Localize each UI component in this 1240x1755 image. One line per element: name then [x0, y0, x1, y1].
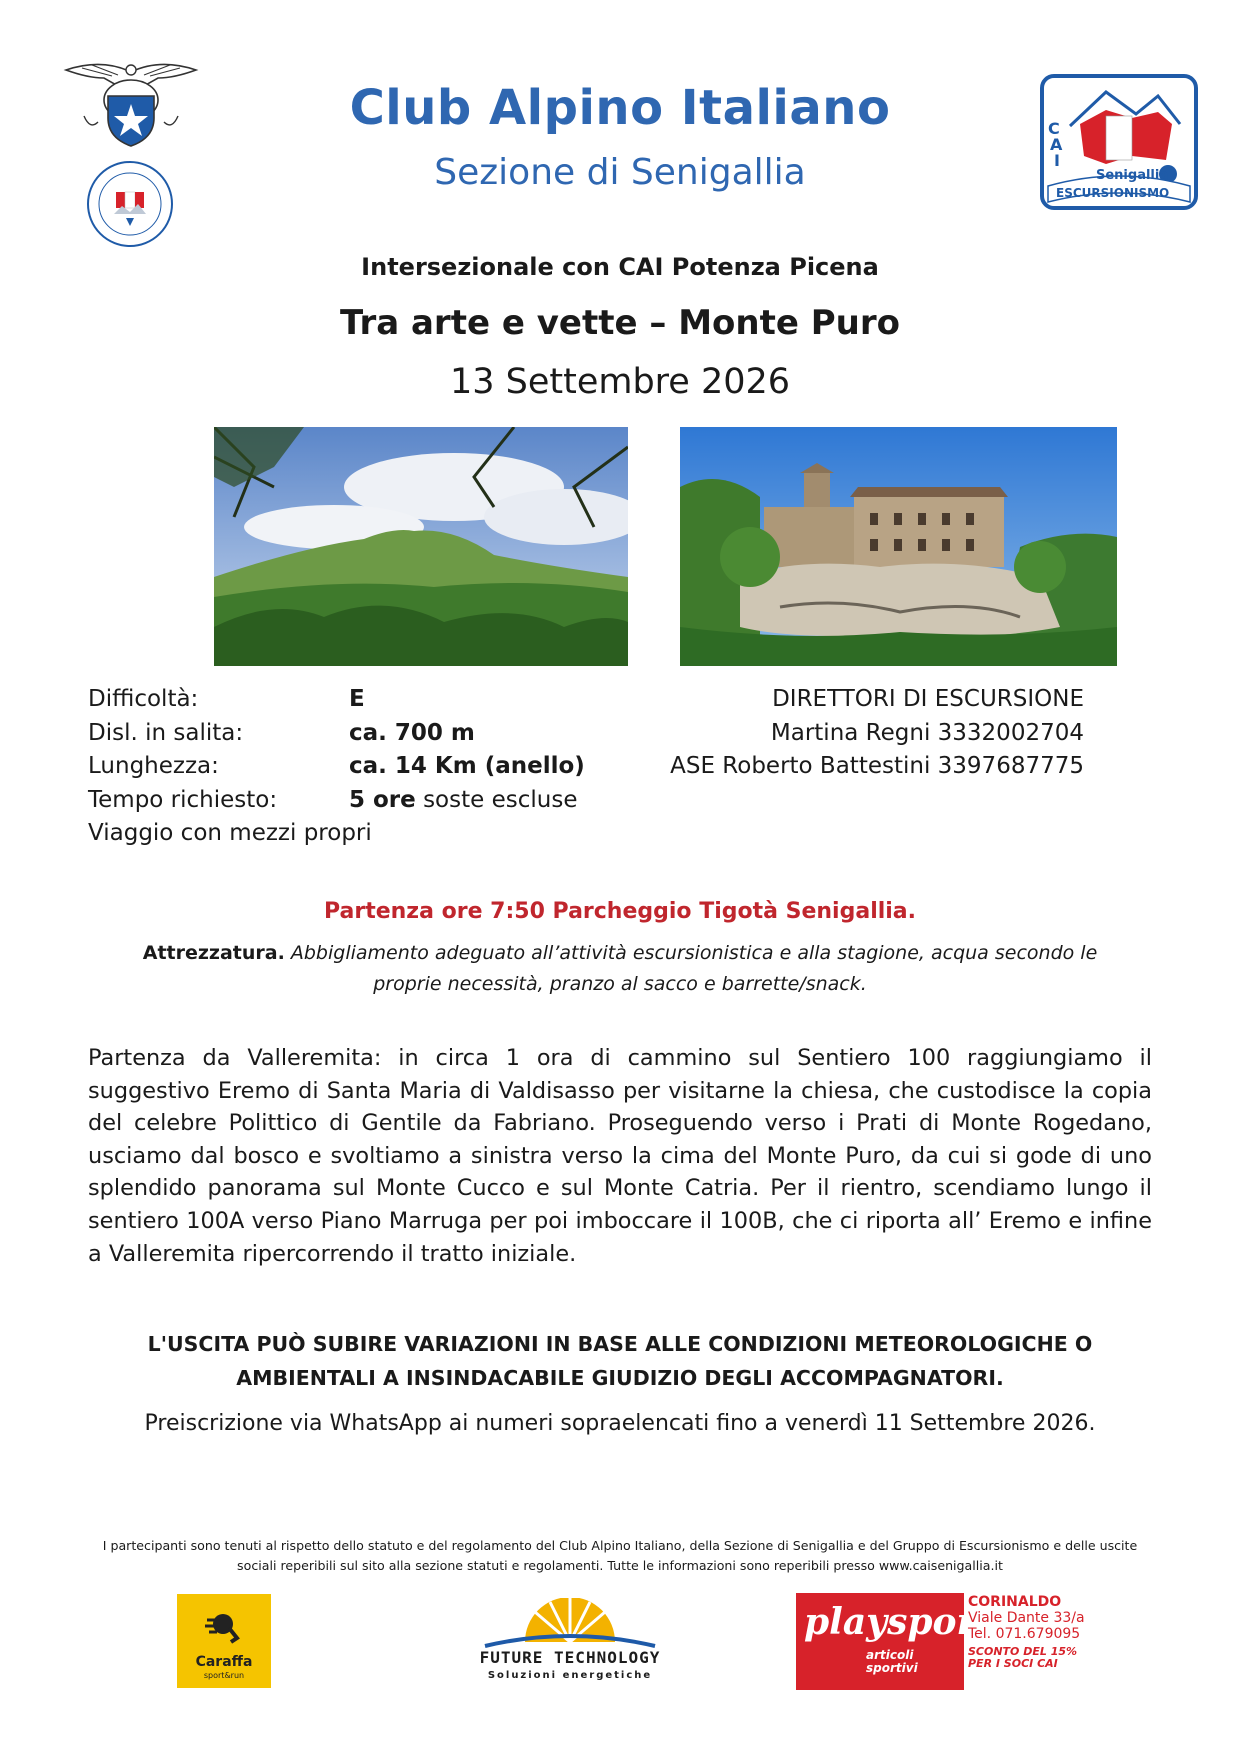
mountain-landscape-photo [214, 427, 628, 666]
playsport-name: playsport [804, 1601, 993, 1643]
time-value [349, 783, 577, 817]
svg-text:C: C [1048, 119, 1060, 138]
playsport-tagline-1: articoli [866, 1648, 914, 1662]
playsport-tagline-2: sportivi [866, 1661, 918, 1675]
playsport-tagline [866, 1649, 918, 1675]
caraffa-sponsor-logo [177, 1594, 271, 1688]
directors-heading: DIRETTORI DI ESCURSIONE [772, 686, 1084, 712]
equipment-text: Abbigliamento adeguato all’attività escursionistica e alla stagione, acqua secondo le proprie necessità, pranzo al sacco e barrette/snack. [284, 942, 1098, 995]
future-technology-sponsor-logo [455, 1598, 685, 1688]
logo-city-text: Senigallia [1096, 168, 1169, 183]
hermitage-photo [680, 427, 1117, 666]
escursionismo-round-logo [86, 160, 174, 248]
shop-address-block [968, 1594, 1085, 1670]
rules-footnote: I partecipanti sono tenuti al rispetto dello statuto e del regolamento del Club Alpino Italiano, della Sezione di Senigallia e del Gruppo di Escursionismo e delle uscite sociali reperibili sul sito alla sezione statuti e regolamenti. Tutte le informazioni sono reperibili presso www.caisenigallia.it [102, 1538, 1138, 1573]
page-title: Club Alpino Italiano [349, 80, 891, 136]
elevation-value: ca. 700 m [349, 720, 475, 746]
preregistration-note: Preiscrizione via WhatsApp ai numeri sopraelencati fino a venerdì 11 Settembre 2026. [144, 1411, 1096, 1436]
time-value-note: soste escluse [415, 787, 578, 813]
shop-city: CORINALDO [968, 1594, 1062, 1610]
weather-warning: L'USCITA PUÒ SUBIRE VARIAZIONI IN BASE ALLE CONDIZIONI METEOROLOGICHE O AMBIENTALI A INSINDACABILE GIUDIZIO DEGLI ACCOMPAGNATORI. [147, 1332, 1093, 1390]
event-name: Tra arte e vette – Monte Puro [339, 303, 901, 343]
svg-text:I: I [1054, 151, 1060, 170]
time-value-hours: 5 ore [349, 787, 416, 813]
cai-escursionismo-logo [1040, 74, 1198, 210]
shop-address: Viale Dante 33/a [968, 1610, 1085, 1626]
future-technology-name: FUTURE TECHNOLOGY [479, 1648, 661, 1667]
difficulty-value: E [349, 686, 365, 712]
playsport-sponsor-logo [796, 1593, 993, 1690]
intersection-heading: Intersezionale con CAI Potenza Picena [361, 253, 879, 281]
departure-info: Partenza ore 7:50 Parcheggio Tigotà Senigallia. [323, 899, 917, 924]
difficulty-label: Difficoltà: [88, 686, 199, 712]
page-subtitle: Sezione di Senigallia [434, 152, 806, 193]
director-1: Martina Regni 3332002704 [770, 720, 1084, 746]
time-label: Tempo richiesto: [88, 787, 278, 813]
shop-discount-members: PER I SOCI CAI [968, 1657, 1058, 1670]
future-technology-tagline: Soluzioni energetiche [487, 1670, 653, 1681]
length-value: ca. 14 Km (anello) [349, 753, 585, 779]
svg-text:A: A [1050, 135, 1063, 154]
route-description: Partenza da Valleremita: in circa 1 ora di cammino sul Sentiero 100 raggiungiamo il suggestivo Eremo di Santa Maria di Valdisasso per visitarne la chiesa, che custodisce la copia del celebre Polittico di Gentile da Fabriano. Proseguendo verso i Prati di Monte Rogedano, usciamo dal bosco e svoltiamo a sinistra verso la cima del Monte Puro, da cui si gode di uno splendido panorama sul Monte Cucco e sul Monte Catria. Per il rientro, scendiamo lungo il sentiero 100A verso Piano Marruga per poi imboccare il 100B, che ci riporta all’ Eremo e infine a Valleremita ripercorrendo il tratto iniziale. [88, 1045, 1152, 1267]
travel-note: Viaggio con mezzi propri [88, 820, 372, 846]
event-date: 13 Settembre 2026 [449, 362, 791, 402]
caraffa-name: Caraffa [195, 1654, 253, 1670]
director-2: ASE Roberto Battestini 3397687775 [670, 753, 1084, 779]
equipment-label: Attrezzatura. [142, 942, 285, 964]
shop-discount: SCONTO DEL 15% [968, 1645, 1078, 1658]
elevation-label: Disl. in salita: [88, 720, 244, 746]
logo-banner-text: ESCURSIONISMO [1056, 186, 1170, 200]
cai-emblem-logo [62, 56, 200, 152]
shop-phone: Tel. 071.679095 [968, 1626, 1081, 1642]
caraffa-tagline: sport&run [203, 1671, 245, 1680]
equipment-info [110, 938, 1130, 1000]
length-label: Lunghezza: [88, 753, 219, 779]
